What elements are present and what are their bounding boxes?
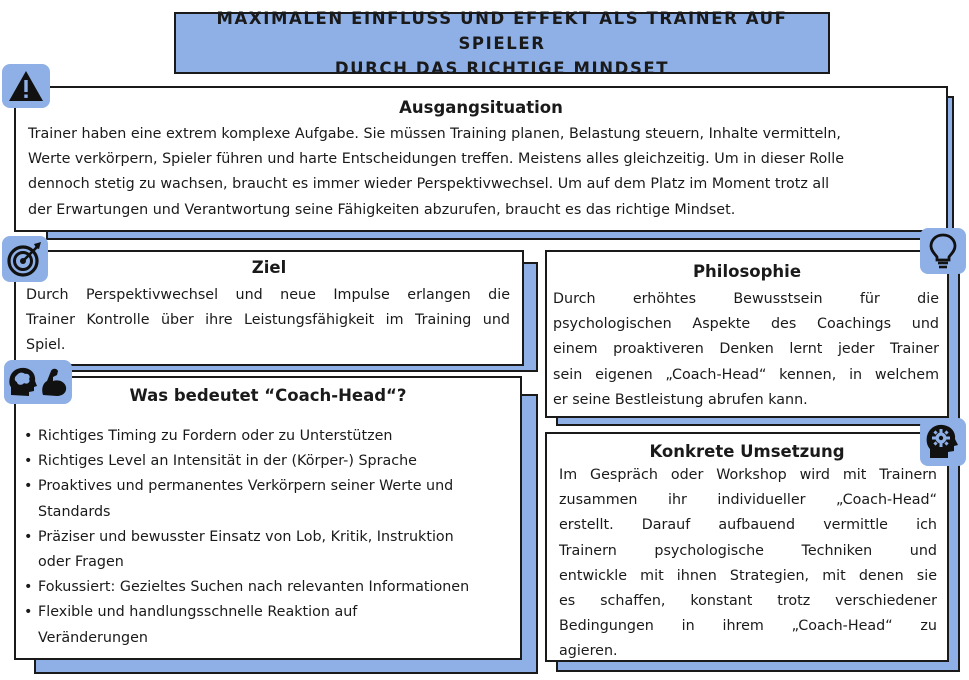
ausgangssituation-line: Trainer haben eine extrem komplexe Aufgabe. Sie müssen Training planen, Belastung steuern, Inhalte vermitteln, — [28, 126, 841, 142]
philosophie-line: Durch erhöhtes Bewusstsein für die — [553, 291, 939, 307]
list-item — [24, 449, 524, 474]
ziel-panel — [14, 250, 524, 366]
umsetzung-line: zusammen ihr individueller „Coach-Head“ — [559, 492, 937, 509]
coachhead-list — [24, 424, 524, 651]
gear-head-icon — [920, 418, 966, 466]
philosophie-panel — [545, 250, 949, 418]
umsetzung-line: Bedingungen in ihrem „Coach-Head“ zu — [559, 618, 937, 635]
list-item-text: • Proaktives und permanentes Verkörpern seiner Werte und — [38, 478, 454, 495]
list-item-text: Standards — [38, 503, 111, 520]
title-line-2: DURCH DAS RICHTIGE MINDSET — [334, 58, 670, 78]
umsetzung-line: Trainern psychologische Techniken und — [559, 542, 937, 559]
brain-muscle-icon — [4, 360, 72, 404]
title-line-1: MAXIMALEN EINFLUSS UND EFFEKT ALS TRAINER AUF SPIELER — [216, 8, 788, 53]
list-item-text: • Fokussiert: Gezieltes Suchen nach relevanten Informationen — [38, 579, 470, 596]
philosophie-line: psychologischen Aspekte des Coachings und — [553, 316, 939, 333]
umsetzung-line: entwickle mit ihnen Strategien, mit denen sie — [559, 567, 937, 584]
list-item — [24, 474, 524, 524]
lightbulb-icon — [920, 228, 966, 274]
coachhead-panel — [14, 376, 522, 660]
ausgangssituation-text — [28, 122, 940, 223]
list-item-text: • Präziser und bewusster Einsatz von Lob, Kritik, Instruktion — [38, 528, 454, 545]
umsetzung-line: erstellt. Darauf aufbauend vermittle ich — [559, 517, 937, 534]
ausgangssituation-line: der Erwartungen und Verantwortung seine Fähigkeiten abzurufen, braucht es das richtige Mindset. — [28, 201, 736, 218]
ausgangssituation-line: Werte verkörpern, Spieler führen und harte Entscheidungen treffen. Meistens alles gleichzeitig. Um in dieser Rolle — [28, 151, 845, 168]
list-item — [24, 575, 524, 600]
target-icon — [2, 236, 48, 282]
ziel-line: Trainer Kontrolle über ihre Leistungsfähigkeit im Training und — [26, 312, 510, 329]
umsetzung-line: agieren. — [559, 643, 618, 660]
list-item-text: Veränderungen — [38, 629, 148, 646]
ziel-line: Durch Perspektivwechsel und neue Impulse erlangen die — [26, 287, 510, 303]
ziel-heading: Ziel — [251, 258, 287, 277]
philosophie-line: einem proaktiveren Denken lernt jeder Trainer — [553, 341, 939, 358]
coachhead-heading: Was bedeutet “Coach-Head“? — [129, 386, 407, 405]
ziel-line: Spiel. — [26, 337, 66, 354]
warning-icon — [2, 64, 50, 108]
ausgangssituation-panel — [14, 86, 948, 232]
umsetzung-text — [559, 463, 937, 665]
page-title — [174, 8, 830, 78]
philosophie-line: sein eigenen „Coach-Head“ kennen, in welchem — [553, 366, 939, 383]
ziel-text — [26, 283, 510, 359]
list-item-text: • Richtiges Timing zu Fordern oder zu Unterstützen — [38, 428, 393, 444]
umsetzung-heading: Konkrete Umsetzung — [649, 442, 845, 461]
umsetzung-panel — [545, 432, 949, 662]
list-item — [24, 600, 524, 650]
list-item — [24, 525, 524, 575]
philosophie-text — [553, 287, 939, 413]
list-item-text: • Richtiges Level an Intensität in der (Körper-) Sprache — [38, 453, 417, 470]
list-item-text: • Flexible und handlungsschnelle Reaktion auf — [38, 604, 358, 621]
list-item-text: oder Fragen — [38, 554, 124, 571]
philosophie-heading: Philosophie — [692, 262, 802, 281]
ausgangssituation-heading: Ausgangsituation — [399, 98, 563, 117]
list-item — [24, 424, 524, 449]
philosophie-line: er seine Bestleistung abrufen kann. — [553, 391, 808, 408]
umsetzung-line: es schaffen, konstant trotz verschiedener — [559, 593, 937, 610]
ausgangssituation-line: dennoch stetig zu wachsen, braucht es immer wieder Perspektivwechsel. Um auf dem Platz im Moment trotz all — [28, 176, 830, 193]
umsetzung-line: Im Gespräch oder Workshop wird mit Trainern — [559, 467, 937, 483]
